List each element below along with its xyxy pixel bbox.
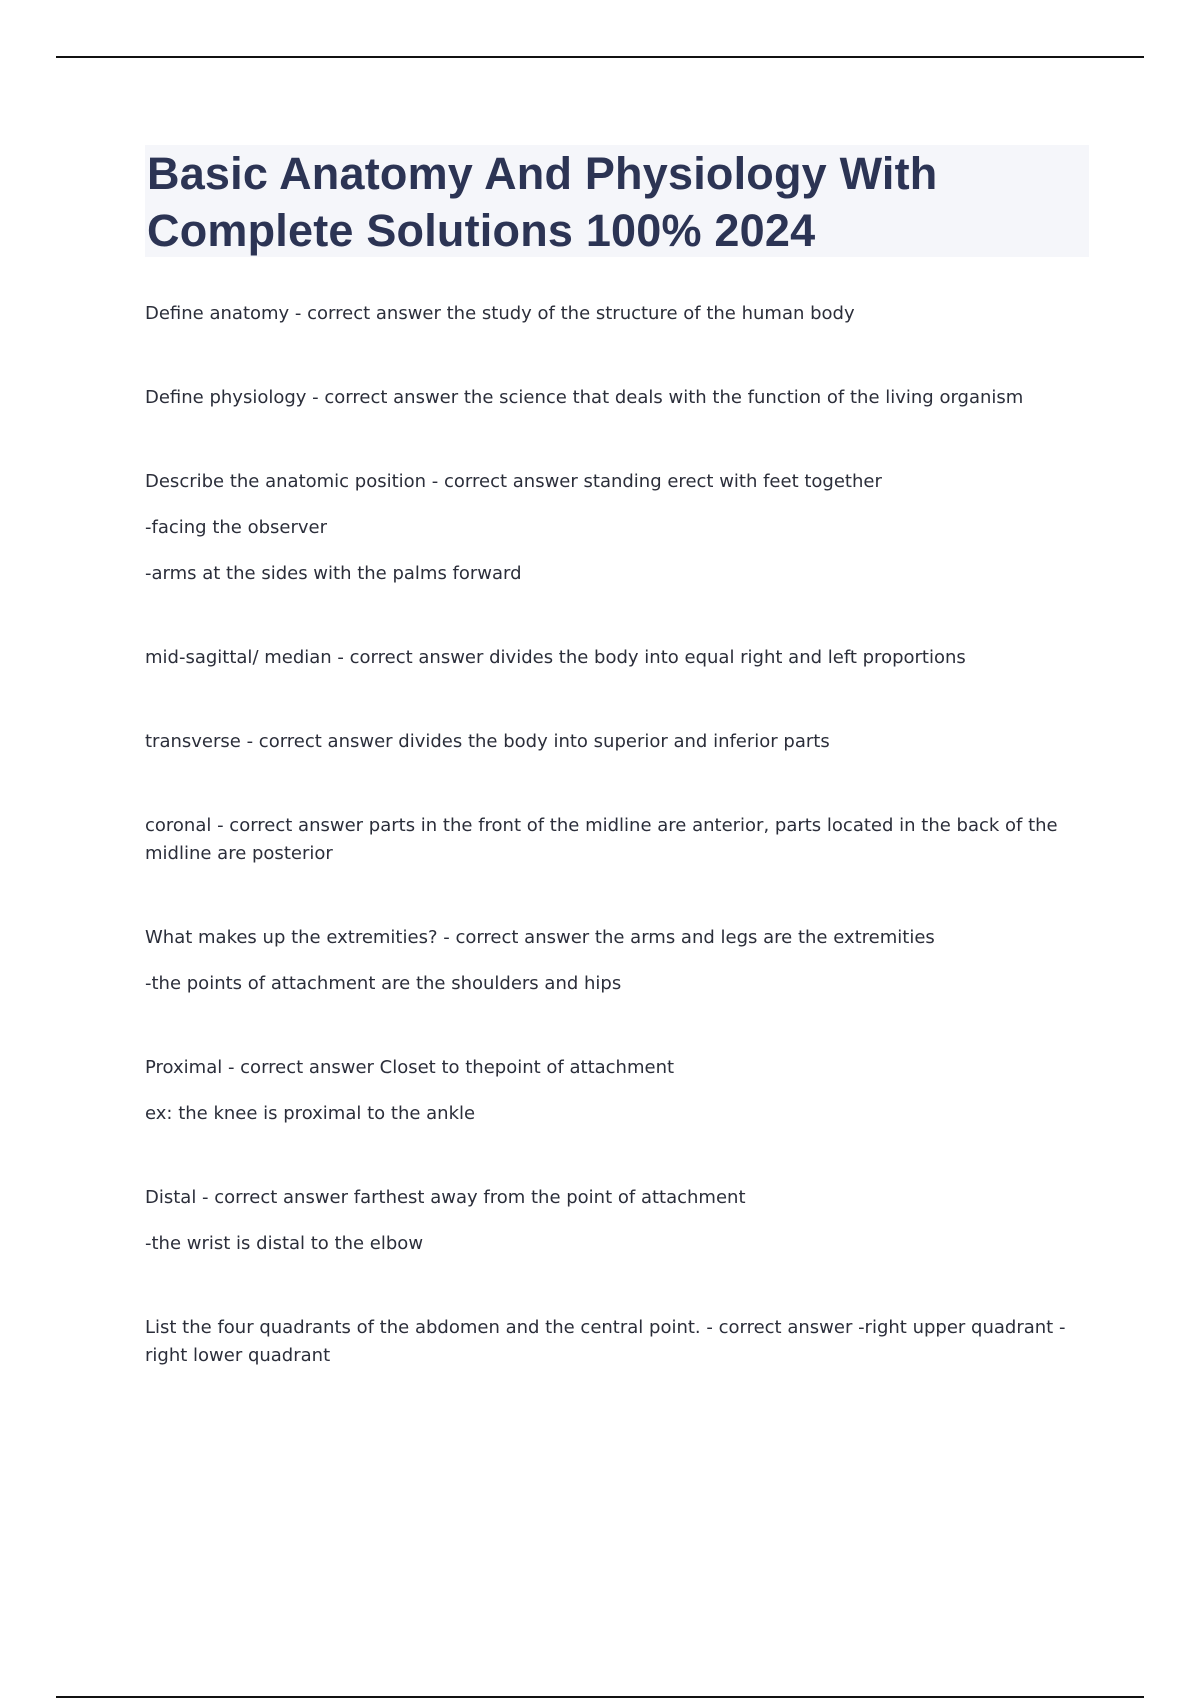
title-block: [145, 145, 1089, 257]
document-body: [145, 300, 1085, 1426]
qa-entry: [145, 1314, 1085, 1370]
qa-text: transverse - correct answer divides the body into superior and inferior parts: [145, 731, 830, 752]
qa-text: right lower quadrant: [145, 1345, 331, 1366]
qa-entry: [145, 1184, 1085, 1258]
qa-entry: [145, 924, 1085, 998]
qa-text: Proximal - correct answer Closet to thepoint of attachment: [145, 1057, 675, 1078]
qa-text: coronal - correct answer parts in the front of the midline are anterior, parts located in the back of the: [145, 815, 1058, 836]
qa-entry: [145, 728, 1085, 756]
qa-text: Describe the anatomic position - correct answer standing erect with feet together: [145, 471, 882, 492]
qa-text: -the points of attachment are the shoulders and hips: [145, 973, 622, 994]
qa-text: -the wrist is distal to the elbow: [145, 1233, 424, 1254]
qa-entry: [145, 812, 1085, 868]
qa-entry: [145, 468, 1085, 588]
qa-text: List the four quadrants of the abdomen and the central point. - correct answer -right upper quadrant -: [145, 1317, 1066, 1338]
top-rule: [56, 56, 1144, 58]
qa-entry: [145, 384, 1085, 412]
qa-text: -arms at the sides with the palms forward: [145, 563, 522, 584]
qa-text: Define physiology - correct answer the science that deals with the function of the living organism: [145, 387, 1024, 408]
qa-text: ex: the knee is proximal to the ankle: [145, 1103, 476, 1124]
qa-entry: [145, 1054, 1085, 1128]
title-line-1: Basic Anatomy And Physiology With: [147, 148, 938, 199]
document-title: [145, 145, 1089, 259]
bottom-rule: [56, 1696, 1144, 1698]
qa-text: What makes up the extremities? - correct answer the arms and legs are the extremities: [145, 927, 935, 948]
qa-text: Define anatomy - correct answer the study of the structure of the human body: [145, 303, 855, 324]
title-line-2: Complete Solutions 100% 2024: [147, 205, 816, 256]
qa-text: midline are posterior: [145, 843, 333, 864]
qa-entry: [145, 644, 1085, 672]
qa-text: -facing the observer: [145, 517, 327, 538]
qa-text: mid-sagittal/ median - correct answer divides the body into equal right and left proportions: [145, 647, 966, 668]
qa-entry: [145, 300, 1085, 328]
qa-text: Distal - correct answer farthest away from the point of attachment: [145, 1187, 746, 1208]
